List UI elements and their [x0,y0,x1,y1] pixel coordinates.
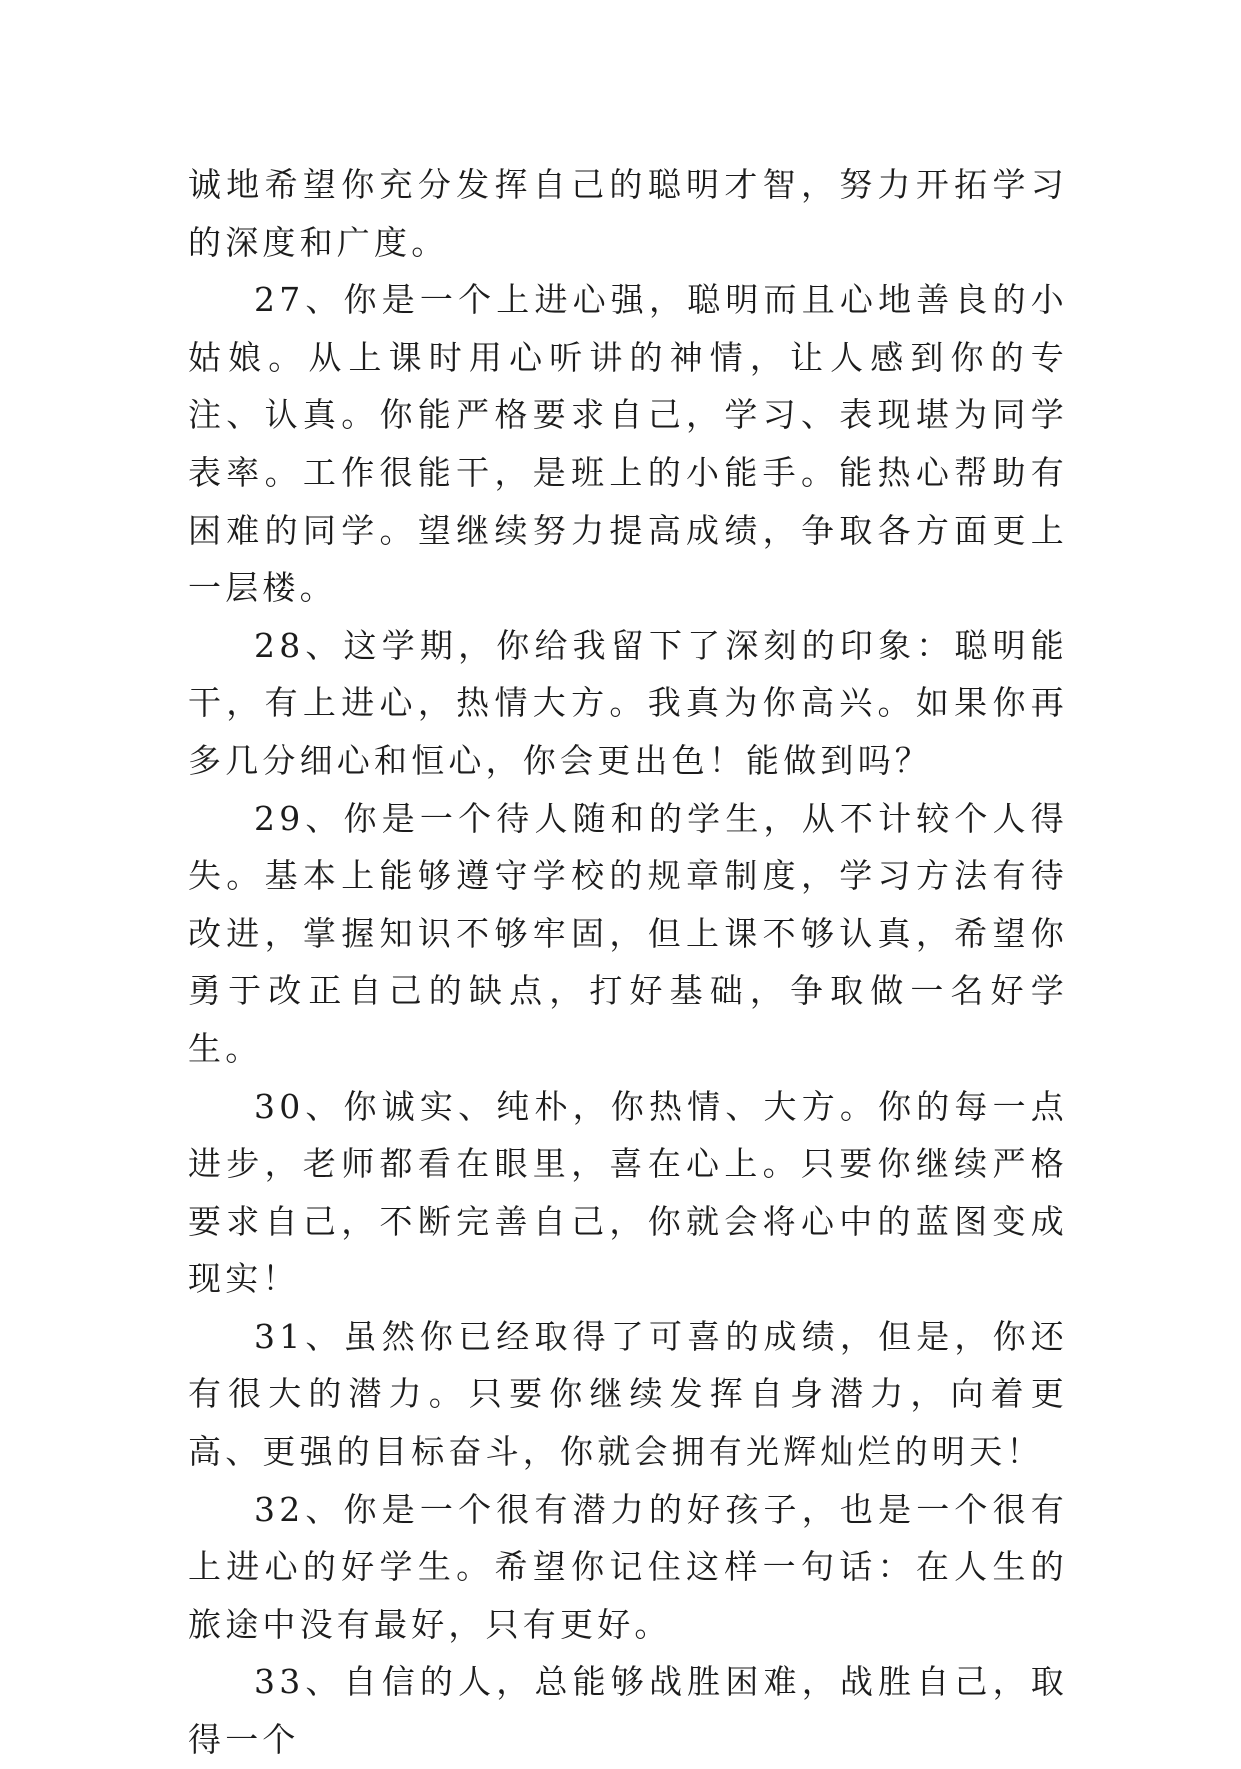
paragraph-comment-30: 30、你诚实、纯朴，你热情、大方。你的每一点进步，老师都看在眼里，喜在心上。只要你继续严格要求自己，不断完善自己，你就会将心中的蓝图变成现实！ [188,1086,1068,1299]
paragraph-comment-33: 33、自信的人，总能够战胜困难，战胜自己，取得一个 [188,1662,1068,1760]
paragraph-comment-31: 31、虽然你已经取得了可喜的成绩，但是，你还有很大的潜力。只要你继续发挥自身潜力，向着更高、更强的目标奋斗，你就会拥有光辉灿烂的明天！ [188,1316,1068,1472]
paragraph-comment-32: 32、你是一个很有潜力的好孩子，也是一个很有上进心的好学生。希望你记住这样一句话：在人生的旅途中没有最好，只有更好。 [188,1489,1068,1644]
paragraph-comment-27: 27、你是一个上进心强，聪明而且心地善良的小姑娘。从上课时用心听讲的神情，让人感到你的专注、认真。你能严格要求自己，学习、表现堪为同学表率。工作很能干，是班上的小能手。能热心帮助有困难的同学。望继续努力提高成绩，争取各方面更上一层楼。 [188,280,1068,608]
paragraph-comment-28: 28、这学期，你给我留下了深刻的印象：聪明能干，有上进心，热情大方。我真为你高兴。如果你再多几分细心和恒心，你会更出色！能做到吗？ [188,625,1068,780]
paragraph-comment-29: 29、你是一个待人随和的学生，从不计较个人得失。基本上能够遵守学校的规章制度，学习方法有待改进，掌握知识不够牢固，但上课不够认真，希望你勇于改正自己的缺点，打好基础，争取做一名好学生。 [188,798,1068,1068]
document-body [188,156,1068,1769]
paragraph-continuation: 诚地希望你充分发挥自己的聪明才智，努力开拓学习的深度和广度。 [188,165,1068,262]
